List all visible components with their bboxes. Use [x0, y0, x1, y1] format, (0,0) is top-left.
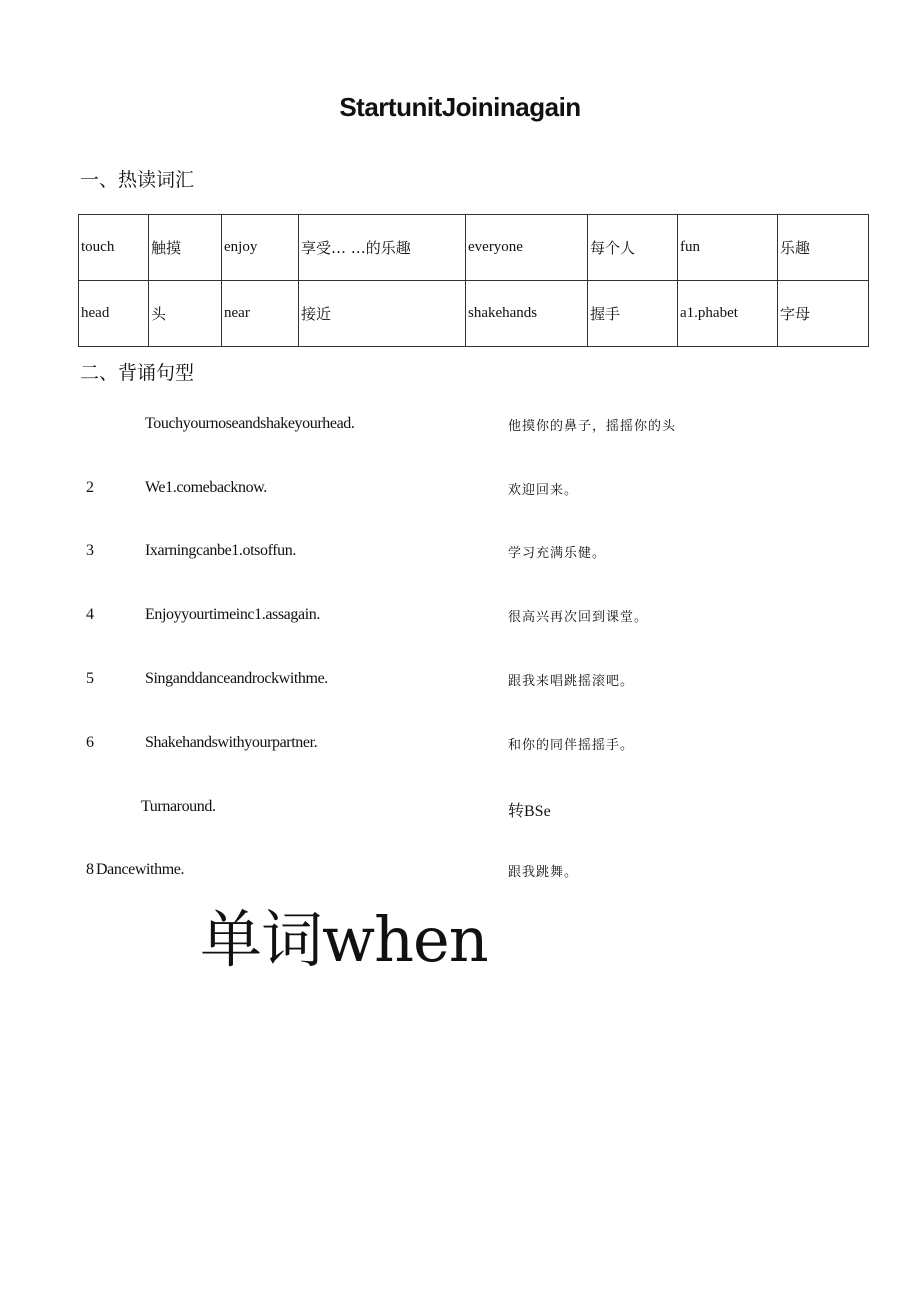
sentence-chinese: 跟我跳舞。 — [508, 865, 579, 880]
vocab-meaning: 每个人 — [588, 215, 678, 281]
sentence-row — [0, 415, 920, 439]
table-row — [79, 215, 869, 281]
vocab-word: touch — [79, 215, 149, 281]
large-watermark-text: 单词when — [200, 903, 488, 976]
sentence-row — [0, 670, 920, 694]
sentence-row — [0, 798, 920, 822]
sentence-number: 2 — [86, 479, 94, 496]
vocab-meaning: 握手 — [588, 281, 678, 347]
sentence-number: 6 — [86, 734, 94, 751]
sentence-row — [0, 734, 920, 758]
vocab-word: head — [79, 281, 149, 347]
sentence-chinese: 他摸你的鼻子，摇摇你的头 — [508, 419, 677, 434]
section-heading-sentences: 二、背诵句型 — [80, 362, 195, 384]
sentence-number: 5 — [86, 670, 94, 687]
sentence-row — [0, 606, 920, 630]
sentence-english: Turnaround. — [141, 798, 216, 815]
vocab-word: a1.phabet — [678, 281, 778, 347]
sentence-chinese: 转BSe — [508, 803, 551, 820]
sentence-english: Touchyournoseandshakeyourhead. — [145, 415, 355, 432]
vocab-meaning: 头 — [149, 281, 222, 347]
vocab-word: everyone — [466, 215, 588, 281]
sentence-chinese: 跟我来唱跳摇滚吧。 — [508, 674, 635, 689]
sentence-number: 3 — [86, 542, 94, 559]
vocab-word: fun — [678, 215, 778, 281]
vocabulary-table — [78, 214, 869, 347]
vocab-meaning: 乐趣 — [778, 215, 869, 281]
sentence-english: Ixarningcanbe1.otsoffun. — [145, 542, 296, 559]
section-heading-vocabulary: 一、热读词汇 — [80, 169, 195, 191]
sentence-chinese: 欢迎回来。 — [508, 483, 579, 498]
vocab-meaning: 字母 — [778, 281, 869, 347]
sentence-english: Singanddanceandrockwithme. — [145, 670, 328, 687]
sentence-row — [0, 861, 920, 885]
vocab-word: shakehands — [466, 281, 588, 347]
sentence-english: Shakehandswithyourpartner. — [145, 734, 318, 751]
sentence-number: 8 — [86, 861, 94, 878]
document-title: StartunitJoininagain — [339, 92, 581, 122]
sentence-row — [0, 542, 920, 566]
sentence-english: We1.comebacknow. — [145, 479, 267, 496]
sentence-chinese: 很高兴再次回到课堂。 — [508, 610, 649, 625]
sentence-english: Enjoyyourtimeinc1.assagain. — [145, 606, 320, 623]
vocab-meaning: 触摸 — [149, 215, 222, 281]
sentence-chinese: 和你的同伴摇摇手。 — [508, 738, 635, 753]
vocab-word: near — [222, 281, 299, 347]
sentence-chinese: 学习充满乐健。 — [508, 546, 607, 561]
vocab-meaning: 享受… …的乐趣 — [299, 215, 466, 281]
vocab-word: enjoy — [222, 215, 299, 281]
sentence-row — [0, 479, 920, 503]
table-row — [79, 281, 869, 347]
sentence-number: 4 — [86, 606, 94, 623]
sentence-english: Dancewithme. — [96, 861, 185, 878]
vocab-meaning: 接近 — [299, 281, 466, 347]
